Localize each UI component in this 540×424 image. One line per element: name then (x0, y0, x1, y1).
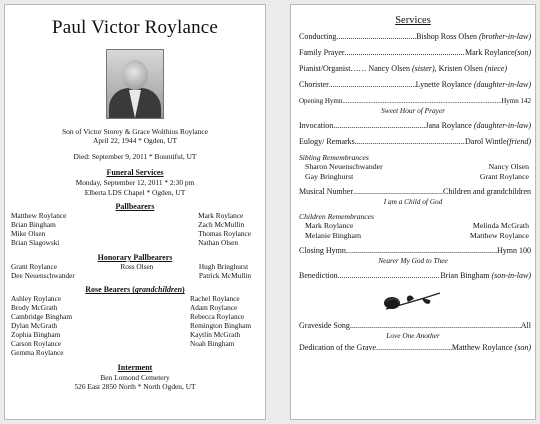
rose-bearer: Adam Roylance (189, 303, 238, 313)
sibling-row: Gay Bringhurst Grant Roylance (305, 171, 529, 181)
interment-heading: Interment (117, 362, 153, 372)
children-heading: Children Remembrances (299, 212, 375, 222)
rose-icon (378, 285, 448, 315)
rose-bearer: Ashley Roylance (11, 294, 62, 304)
graveside-song-line: Graveside Song ..... All (291, 321, 535, 331)
musical-number-line: Musical Number ..... Children and grandchildren (291, 187, 535, 197)
pallbearer: Matthew Roylance (11, 211, 67, 221)
eulogy-line: Eulogy/ Remarks ..... Darol Wintle(friend) (291, 137, 535, 147)
rose-bearer: Gemma Roylance (11, 347, 64, 357)
rose-bearer: Kaytlin McGrath (189, 330, 241, 340)
pallbearer: Brian Slagowski (11, 237, 60, 247)
rose-bearers-list (5, 295, 265, 357)
pianist-line: Pianist/Organist…… Nancy Olsen (sister), Kristen Olsen (niece) (299, 64, 508, 73)
honorary-heading: Honorary Pallbearers (97, 252, 173, 262)
honorary-pallbearer: Patrick McMullin (198, 270, 251, 280)
rose-bearer: Cambridge Bingham (11, 312, 73, 322)
funeral-location: Elberta LDS Chapel * Ogden, UT (84, 187, 186, 197)
rose-bearers-heading: Rose Bearers (grandchildren) (85, 285, 185, 295)
portrait-photo (106, 49, 164, 119)
opening-hymn-line: Opening Hymn ..... Hymn 142 (291, 96, 535, 106)
opening-hymn-title: Sweet Hour of Prayer (381, 106, 445, 115)
right-page (290, 4, 536, 420)
honorary-pallbearer: Dee Neuenschwander (11, 270, 75, 280)
pallbearer: Zach McMullin (198, 219, 245, 229)
pallbearer: Nathan Olsen (198, 237, 239, 247)
family-prayer-line: Family Prayer ..... Mark Roylance(son) (291, 48, 535, 58)
graveside-song-title: Love One Another (386, 331, 440, 341)
musical-number-title: I am a Child of God (383, 197, 443, 207)
cemetery-name: Ben Lomond Cemetery (100, 372, 170, 382)
honorary-pallbearer: Ross Olsen (120, 261, 154, 271)
children-row: Mark Roylance Melinda McGrath (305, 221, 529, 231)
sibling-row: Sharon Neuenschwander Nancy Olsen (305, 162, 529, 171)
pallbearer: Mike Olsen (11, 228, 46, 238)
funeral-date: Monday, September 12, 2011 * 2:30 pm (75, 178, 195, 188)
rose-bearer: Rachel Roylance (189, 294, 240, 304)
left-page (4, 4, 266, 420)
rose-bearer: Carson Roylance (11, 339, 62, 348)
pallbearer: Thomas Roylance (198, 228, 251, 238)
honorary-list (5, 263, 265, 281)
death-line: Died: September 9, 2011 * Bountiful, UT (73, 151, 197, 161)
funeral-heading: Funeral Services (106, 168, 164, 178)
dedication-line: Dedication of the Grave ..... Matthew Roylance (son) (291, 343, 535, 353)
sibling-heading: Sibling Remembrances (299, 153, 369, 162)
rose-bearer: Zophia Bingham (11, 330, 61, 340)
rose-bearer: Rebecca Roylance (189, 312, 245, 322)
rose-bearer: Noah Bingham (189, 339, 235, 348)
pallbearers-list (5, 212, 265, 248)
invocation-line: Invocation ..... Jana Roylance (daughter-in-law) (291, 121, 535, 131)
closing-hymn-title: Nearer My God to Thee (378, 256, 448, 266)
conducting-line: Conducting ..... Bishop Ross Olsen (brother-in-law) (291, 32, 535, 42)
closing-hymn-line: Closing Hymn ..... Hymn 100 (291, 246, 535, 256)
children-row: Melanie Bingham Matthew Roylance (305, 230, 529, 240)
honorary-pallbearer: Hugh Bringhurst (198, 261, 249, 271)
chorister-line: Chorister ..... Lynette Roylance (daughter-in-law) (291, 80, 535, 90)
services-title: Services (395, 15, 431, 26)
birth-line: April 22, 1944 * Ogden, UT (93, 136, 177, 146)
cemetery-address: 526 East 2850 North * North Ogden, UT (74, 382, 196, 392)
honorary-pallbearer: Grant Roylance (11, 261, 57, 271)
pallbearer: Brian Bingham (11, 219, 56, 229)
rose-bearer: Dylan McGrath (11, 321, 57, 331)
pallbearer: Mark Roylance (198, 211, 244, 221)
rose-bearer: Remington Bingham (189, 321, 251, 331)
deceased-name: Paul Victor Roylance (51, 17, 219, 38)
rose-bearer: Brody McGrath (11, 303, 58, 313)
pallbearers-heading: Pallbearers (115, 202, 155, 212)
benediction-line: Benediction ..... Brian Bingham (son-in-law) (291, 271, 535, 281)
parents-line: Son of Victor Storey & Grace Wolthius Roylance (62, 127, 208, 136)
